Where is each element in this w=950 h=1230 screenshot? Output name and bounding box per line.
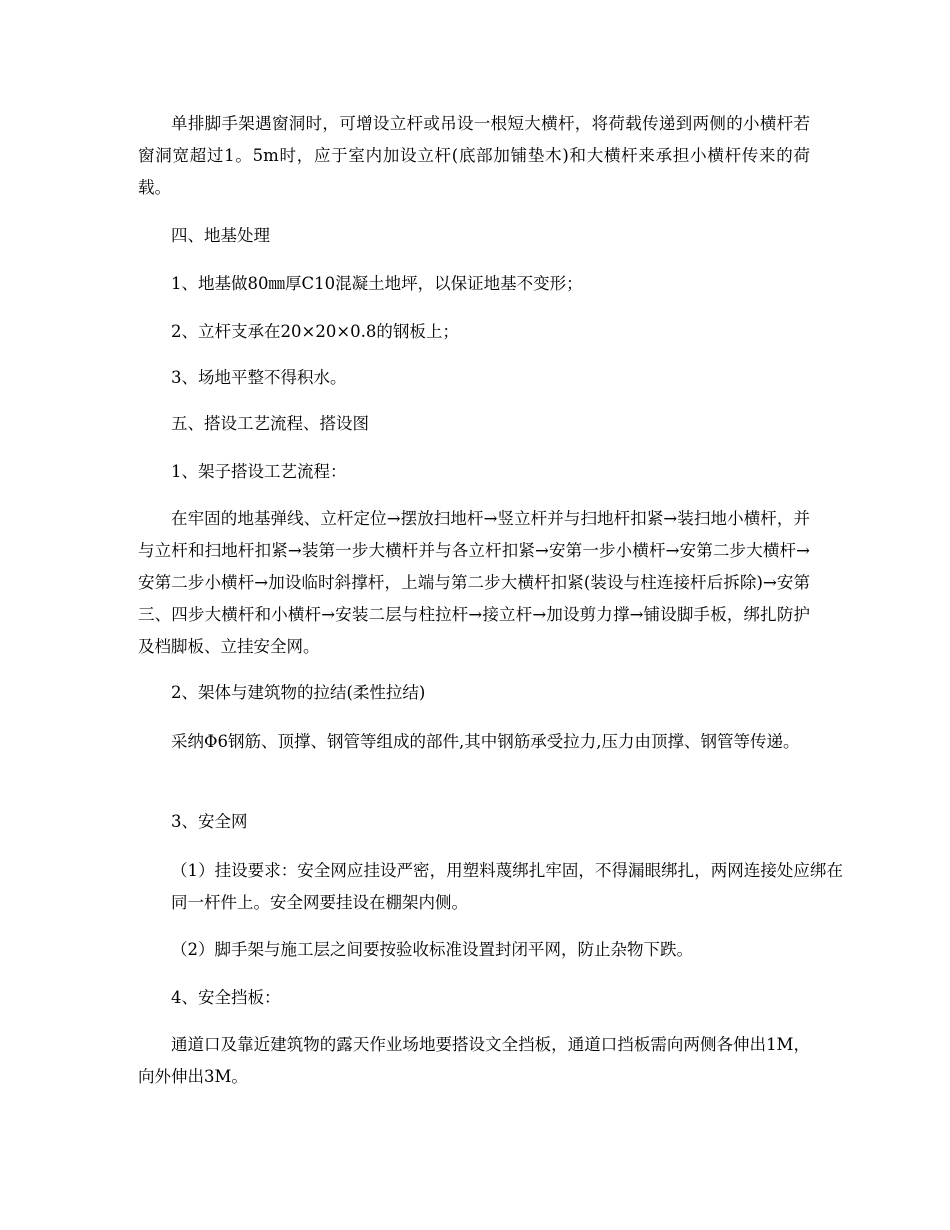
heading-erection-process: 五、搭设工艺流程、搭设图	[171, 414, 369, 433]
subheading-tie-connection: 2、架体与建筑物的拉结(柔性拉结)	[171, 683, 426, 702]
list-item-foundation-2: 2、立杆支承在20×20×0.8的钢板上；	[171, 322, 459, 341]
paragraph-safety-net-2: （2）脚手架与施工层之间要按验收标准设置封闭平网，防止杂物下跌。	[171, 940, 693, 959]
list-item-foundation-1: 1、地基做80㎜厚C10混凝土地坪，以保证地基不变形；	[171, 274, 583, 293]
subheading-safety-net: 3、安全网	[171, 812, 248, 831]
paragraph-safety-board: 通道口及靠近建筑物的露天作业场地要搭设文全挡板，通道口挡板需向两侧各伸出1M，向外伸出3M。	[138, 1035, 810, 1086]
subheading-safety-board: 4、安全挡板：	[171, 988, 281, 1007]
subheading-erection-flow: 1、架子搭设工艺流程：	[171, 462, 347, 481]
paragraph-safety-net-1: （1）挂设要求：安全网应挂设严密，用塑料蔑绑扎牢固，不得漏眼绑扎，两网连接处应绑在同一杆件上。安全网要挂设在棚架内侧。	[171, 861, 843, 912]
paragraph-erection-flow: 在牢固的地基弹线、立杆定位→摆放扫地杆→竖立杆并与扫地杆扣紧→装扫地小横杆，并与立杆和扫地杆扣紧→装第一步大横杆并与各立杆扣紧→安第一步小横杆→安第二步大横杆→安第二步小横杆→加设临时斜撑杆，上端与第二步大横杆扣紧(装设与柱连接杆后拆除)→安第三、四步大横杆和小横杆→安装二层与柱拉杆→接立杆→加设剪力撑→铺设脚手板，绑扎防护及档脚板、立挂安全网。	[138, 509, 810, 656]
list-item-foundation-3: 3、场地平整不得积水。	[171, 368, 347, 387]
paragraph-tie-connection: 采纳Φ6钢筋、顶撑、钢管等组成的部件,其中钢筋承受拉力,压力由顶撑、钢管等传递。	[171, 732, 800, 751]
paragraph-window-opening: 单排脚手架遇窗洞时，可增设立杆或吊设一根短大横杆，将荷载传递到两侧的小横杆若窗洞宽超过1。5m时，应于室内加设立杆(底部加铺垫木)和大横杆来承担小横杆传来的荷载。	[138, 114, 810, 197]
heading-foundation-treatment: 四、地基处理	[171, 226, 270, 245]
